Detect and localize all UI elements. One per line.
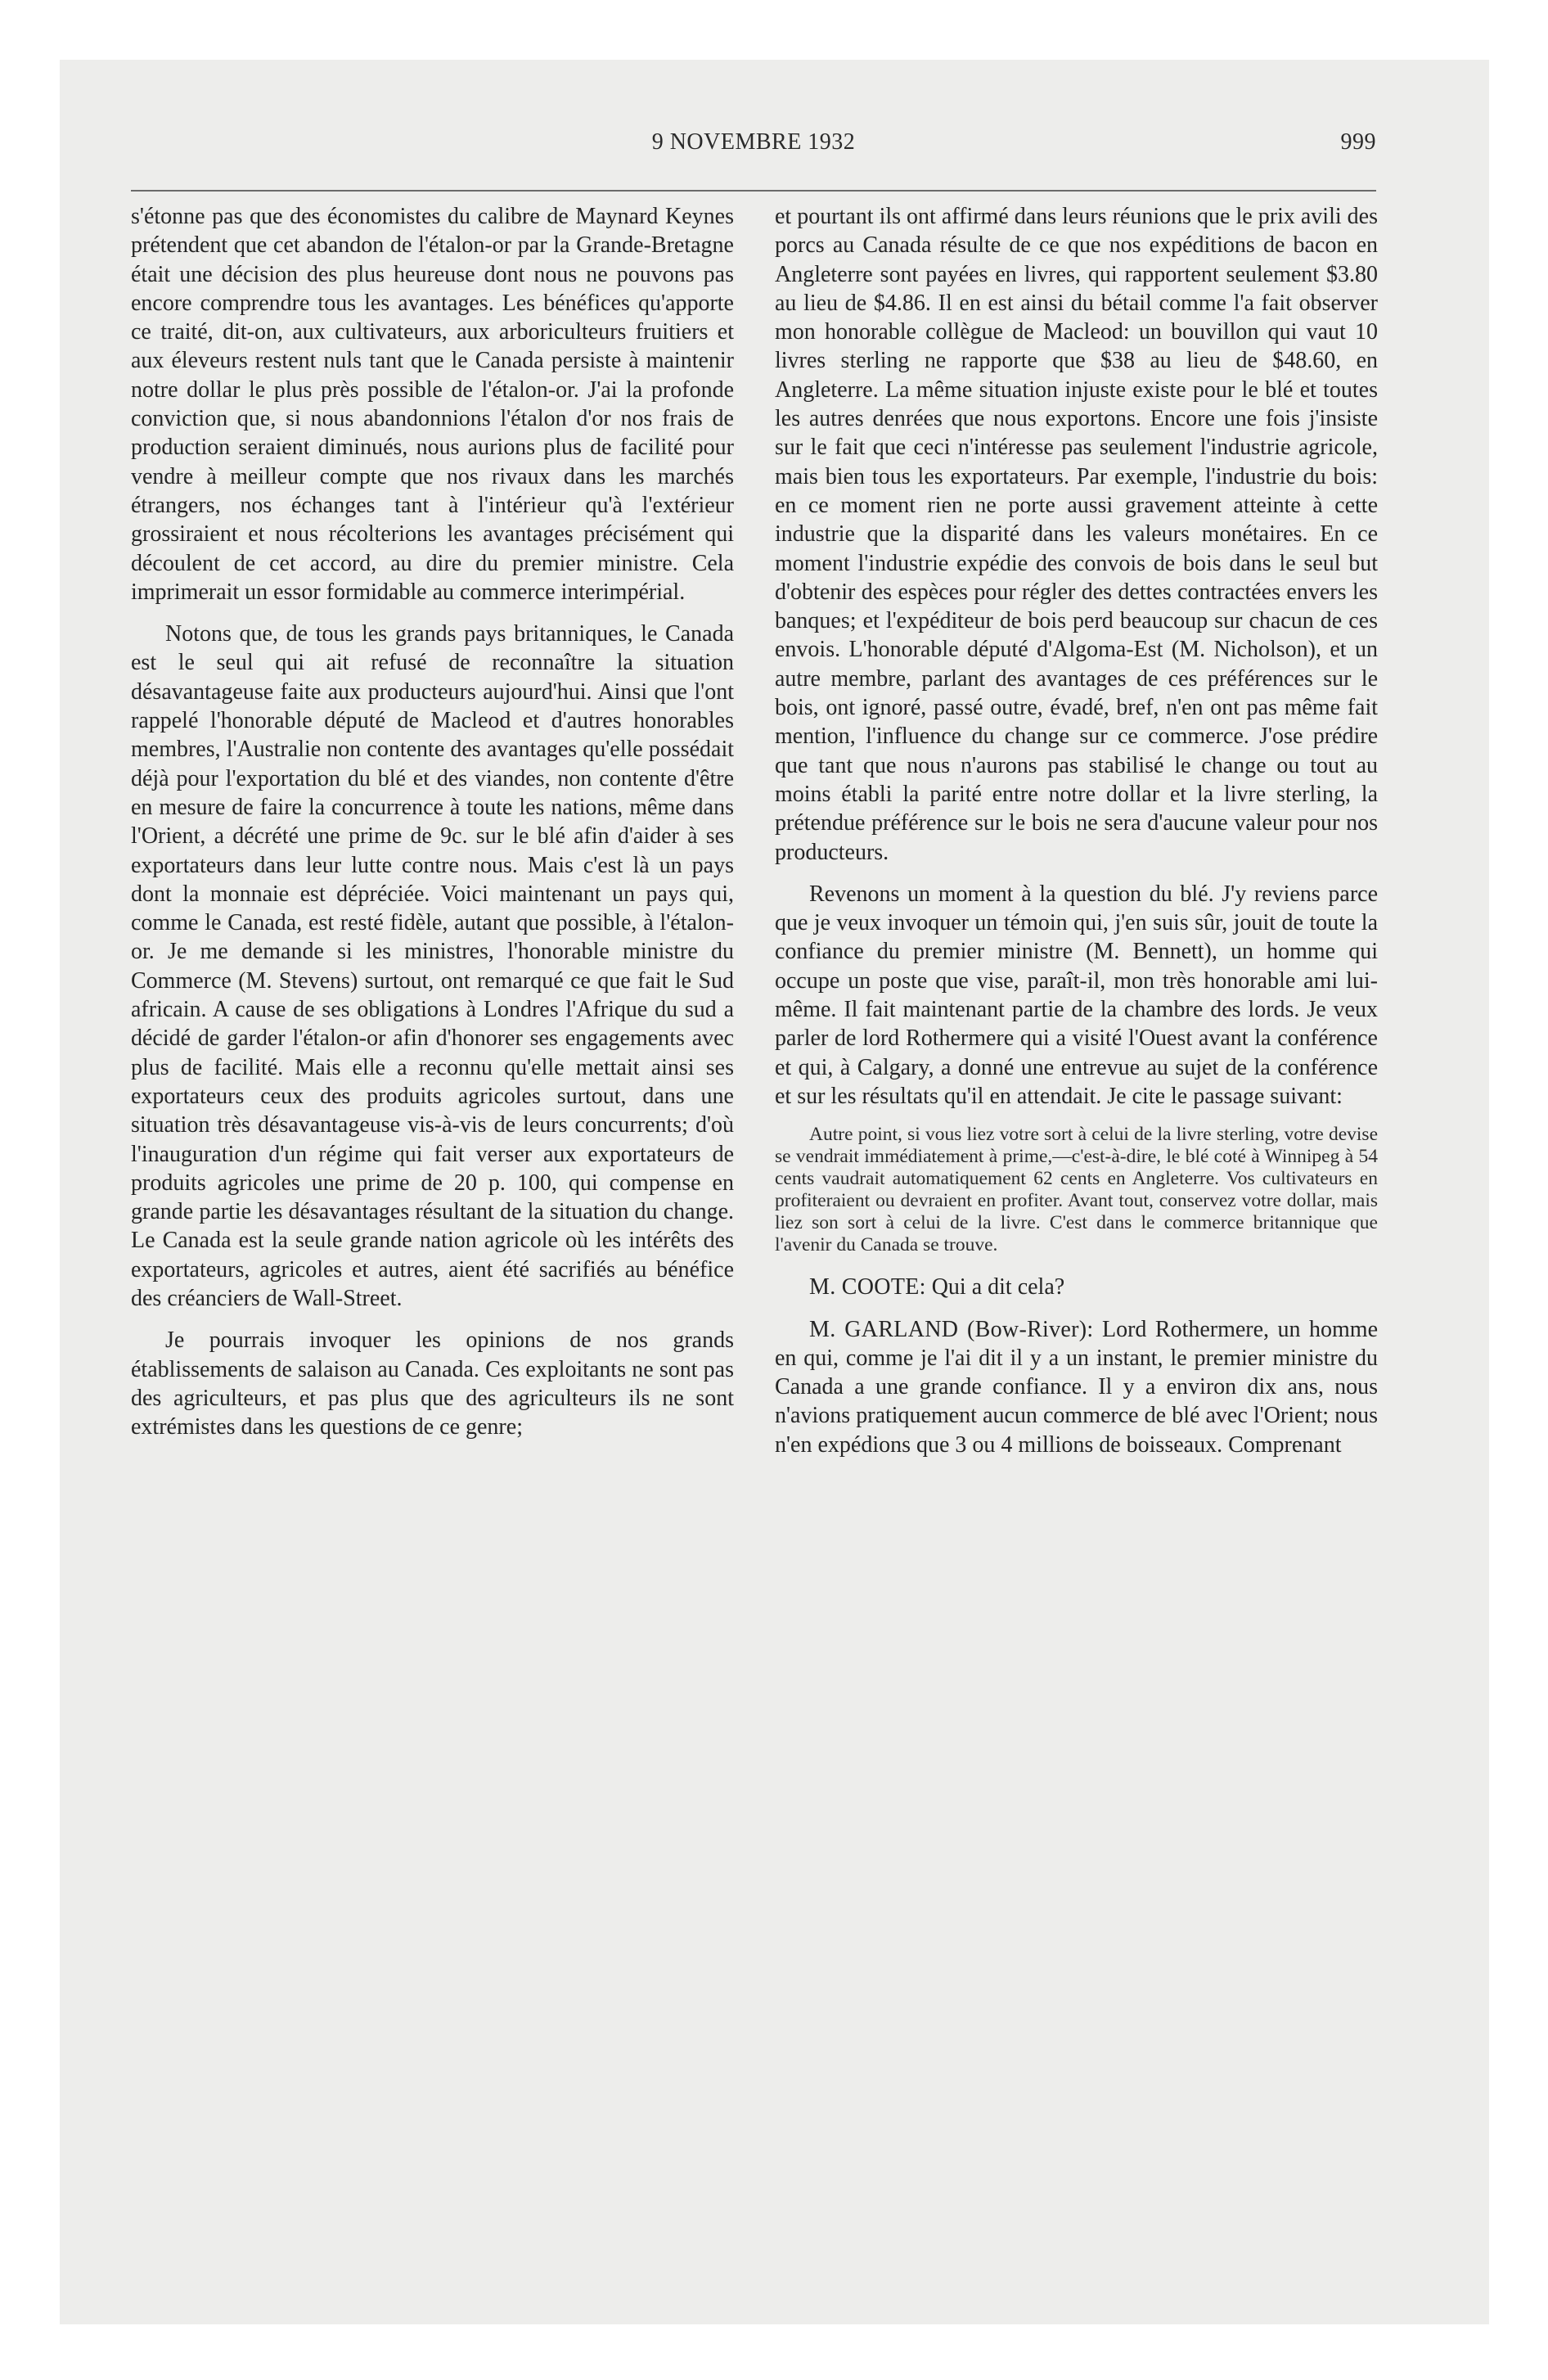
block-quote: Autre point, si vous liez votre sort à celui de la livre sterling, votre devise se vendrait immédiatement à prime,—c'est-à-dire, le blé coté à Winnipeg à 54 cents vaudrait automatiquement 62 cents en Angleterre. Vos cultivateurs en profiteraient ou devraient en profiter. Avant tout, conservez votre dollar, mais liez son sort à celui de la livre. C'est dans le commerce britannique que l'avenir du Canada se trouve. xyxy=(775,1124,1378,1256)
speech-text: Lord Rothermere, un homme en qui, comme je l'ai dit il y a un instant, le premier ministre du Canada a une grande confiance. Il y a environ dix ans, nous n'avions pratiquement aucun commerce de blé avec l'Orient; nous n'en expédions que 3 ou 4 millions de boisseaux. Comprenant xyxy=(775,1316,1378,1458)
header-date: 9 NOVEMBRE 1932 xyxy=(651,129,856,155)
right-column xyxy=(775,202,1378,1472)
paragraph: Je pourrais invoquer les opinions de nos grands établissements de salaison au Canada. Ces exploitants ne sont pas des agriculteurs, et pas plus que des agriculteurs ils ne sont extrémistes dans les questions de ce genre; xyxy=(131,1327,734,1440)
speaker-name: M. COOTE: xyxy=(809,1274,926,1300)
speaker-name: M. GARLAND (Bow-River): xyxy=(809,1316,1094,1342)
paragraph: Notons que, de tous les grands pays britanniques, le Canada est le seul qui ait refusé de reconnaître la situation désavantageuse faite aux producteurs aujourd'hui. Ainsi que l'ont rappelé l'honorable député de Macleod et d'autres honorables membres, l'Australie non contente des avantages qu'elle possédait déjà pour l'exportation du blé et des viandes, non contente d'être en mesure de faire la concurrence à toute les nations, même dans l'Orient, a décrété une prime de 9c. sur le blé afin d'aider à ses exportateurs dans leur lutte contre nous. Mais c'est là un pays dont la monnaie est dépréciée. Voici maintenant un pays qui, comme le Canada, est resté fidèle, autant que possible, à l'étalon-or. Je me demande si les ministres, l'honorable ministre du Commerce (M. Stevens) surtout, ont remarqué ce que fait le Sud africain. A cause de ses obligations à Londres l'Afrique du sud a décidé de garder l'étalon-or afin d'honorer ses engagements avec plus de facilité. Mais elle a reconnu qu'elle mettait ainsi ses exportateurs ceux des produits agricoles surtout, dans une situation très désavantageuse vis-à-vis de leurs concurrents; d'où l'inauguration d'un régime qui fait verser aux exportateurs de produits agricoles une prime de 20 p. 100, qui compense en grande partie les désavantages résultant de la situation du change. Le Canada est la seule grande nation agricole où les intérêts des exportateurs, agricoles et autres, aient été sacrifiés au bénéfice des créanciers de Wall-Street. xyxy=(131,621,734,1311)
page-number: 999 xyxy=(1340,129,1376,155)
paragraph: s'étonne pas que des économistes du calibre de Maynard Keynes prétendent que cet abandon de l'étalon-or par la Grande-Bretagne était une décision des plus heureuse dont nous ne pouvons pas encore comprendre tous les avantages. Les bénéfices qu'apporte ce traité, dit-on, aux cultivateurs, aux arboriculteurs fruitiers et aux éleveurs restent nuls tant que le Canada persiste à maintenir notre dollar le plus près possible de l'étalon-or. J'ai la profonde conviction que, si nous abandonnions l'étalon d'or nos frais de production seraient diminués, nous aurions plus de facilité pour vendre à meilleur compte que nos rivaux dans les marchés étrangers, nos échanges tant à l'intérieur qu'à l'extérieur grossiraient et nous récolterions les avantages précisément qui découlent de cet accord, au dire du premier ministre. Cela imprimerait un essor formidable au commerce interimpérial. xyxy=(131,204,734,605)
speech-text: Qui a dit cela? xyxy=(931,1274,1065,1300)
header-rule xyxy=(131,190,1376,192)
left-column xyxy=(131,202,734,1454)
paragraph: Revenons un moment à la question du blé. J'y reviens parce que je veux invoquer un témoin qui, j'en suis sûr, jouit de toute la confiance du premier ministre (M. Bennett), un homme qui occupe un poste que vise, paraît-il, mon très honorable ami lui-même. Il fait maintenant partie de la chambre des lords. Je veux parler de lord Rothermere qui a visité l'Ouest avant la conférence et qui, à Calgary, a donné une entrevue au sujet de la conférence et sur les résultats qu'il en attendait. Je cite le passage suivant: xyxy=(775,881,1378,1109)
paragraph: et pourtant ils ont affirmé dans leurs réunions que le prix avili des porcs au Canada résulte de ce que nos expéditions de bacon en Angleterre sont payées en livres, qui rapportent seulement $3.80 au lieu de $4.86. Il en est ainsi du bétail comme l'a fait observer mon honorable collègue de Macleod: un bouvillon qui vaut 10 livres sterling ne rapporte que $38 au lieu de $48.60, en Angleterre. La même situation injuste existe pour le blé et toutes les autres denrées que nous exportons. Encore une fois j'insiste sur le fait que ceci n'intéresse pas seulement l'industrie agricole, mais bien tous les exportateurs. Par exemple, l'industrie du bois: en ce moment rien ne porte aussi gravement atteinte à cette industrie que la disparité dans les valeurs monétaires. En ce moment l'industrie expédie des convois de bois dans le seul but d'obtenir des espèces pour régler des dettes contractées envers les banques; et l'expéditeur de bois perd beaucoup sur chacun de ces envois. L'honorable député d'Algoma-Est (M. Nicholson), et un autre membre, parlant des avantages de ces préférences sur le bois, ont ignoré, passé outre, évadé, bref, n'en ont pas même fait mention, l'influence du change sur ce commerce. J'ose prédire que tant que nous n'aurons pas stabilisé le change ou tout au moins établi la parité entre notre dollar et la livre sterling, la prétendue préférence sur le bois ne sera d'aucune valeur pour nos producteurs. xyxy=(775,204,1378,865)
speech xyxy=(775,1273,1378,1301)
page-header xyxy=(131,129,1376,170)
speech xyxy=(775,1315,1378,1459)
